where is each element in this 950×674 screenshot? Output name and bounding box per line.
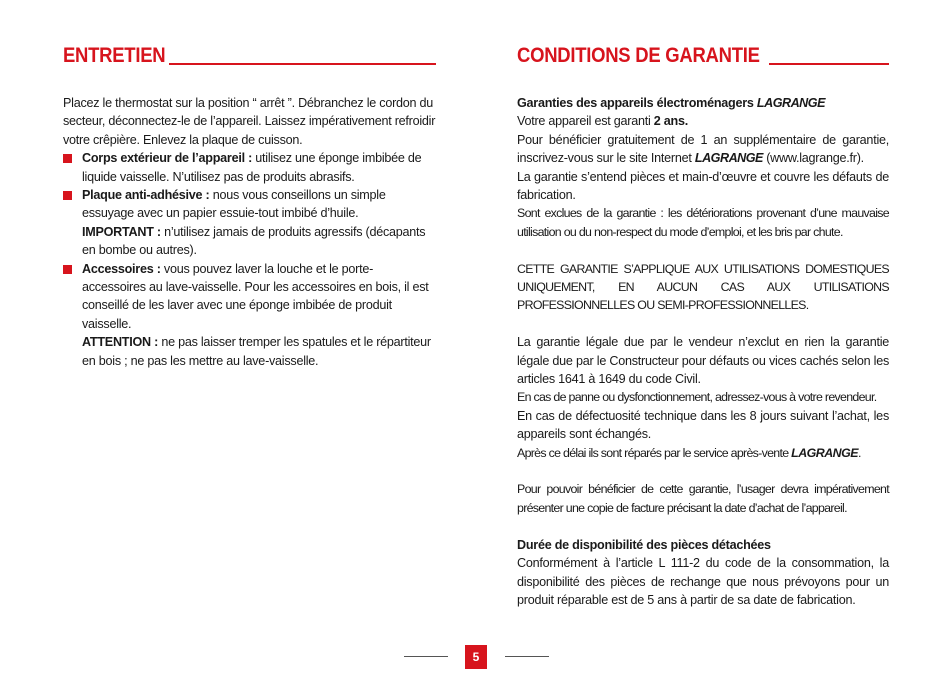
attention-text: ne pas laisser tremper les spatules et le répartiteur en bois ; ne pas les mettre au lave-vaisselle. [82,335,431,368]
maintenance-body [63,94,436,370]
warranty-section [517,44,889,609]
bullet-term: Corps extérieur de l’appareil : [82,151,253,166]
warranty-heading [517,44,889,68]
maintenance-intro: Placez le thermostat sur la position “ arrêt ”. Débranchez le cordon du secteur, déconnectez-le de l’appareil. Laissez impérativement refroidir votre crêpière. Enlevez la plaque de cuisson. [63,96,436,147]
bullet-text: vous pouvez laver la louche et le porte-accessoires au lave-vaisselle. Pour les accessoires en bois, il est conseillé de les laver avec une éponge imbibée de produit vaisselle. [82,261,429,331]
lagrange-logo: LAGRANGE [694,151,763,166]
domestic-use-notice: CETTE GARANTIE S’APPLIQUE AUX UTILISATIONS DOMESTIQUES UNIQUEMENT, EN AUCUN CAS AUX UTILISATIONS PROFESSIONNELLES OU SEMI-PROFESSIONNELLES. [517,261,889,313]
spare-parts-text: Conformément à l’article L 111-2 du code de la consommation, la disponibilité des pièces de rechange que nous prévoyons pour un produit réparable est de 5 ans à partir de sa date de fabrication. [517,556,889,607]
warranty-subtitle: Garanties des appareils électroménagers LAGRANGE [517,96,825,110]
bullet-accessories [63,260,436,370]
lagrange-logo: LAGRANGE [756,96,825,110]
footer-rule-left [404,656,448,657]
parts-labour-text: La garantie s’entend pièces et main-d’œuvre et couvre les défauts de fabrication. [517,169,889,203]
page-number: 5 [465,645,487,669]
legal-warranty-text: La garantie légale due par le vendeur n’exclut en rien la garantie légale due par le Constructeur pour défauts ou vices cachés selon les articles 1641 à 1649 du code Civil. [517,335,889,387]
page-footer [0,645,950,669]
bullet-exterior [63,149,436,186]
warranty-title: CONDITIONS DE GARANTIE [517,44,760,67]
bullet-nonstick-plate [63,186,436,260]
heading-rule [769,63,889,65]
attention-label: ATTENTION : [82,335,159,350]
invoice-text: Pour pouvoir bénéficier de cette garantie, l’usager devra impérativement présenter une copie de facture précisant la date d’achat de l’appareil. [517,482,889,515]
warranty-duration-value: 2 ans. [653,114,688,129]
exclusions-text: Sont exclues de la garantie : les détériorations provenant d’une mauvaise utilisation ou du non-respect du mode d’emploi, et les bris par chute. [517,206,889,239]
red-square-bullet-icon [63,154,72,163]
maintenance-heading [63,44,436,68]
after-sales-text: Après ce délai ils sont réparés par le service après-vente LAGRANGE. [517,445,861,460]
bonus-warranty-text: Pour bénéficier gratuitement de 1 an supplémentaire de garantie, inscrivez-vous sur le site Internet LAGRANGE (www.lagrange.fr). [517,132,889,166]
footer-rule-right [505,656,549,657]
spare-parts-subtitle: Durée de disponibilité des pièces détachées [517,537,771,552]
bullet-text: nous vous conseillons un simple essuyage avec un papier essuie-tout imbibé d’huile. [82,188,386,221]
red-square-bullet-icon [63,265,72,274]
maintenance-section [63,44,436,370]
defect-exchange-text: En cas de défectuosité technique dans les 8 jours suivant l’achat, les appareils sont échangés. [517,408,889,442]
important-label: IMPORTANT : [82,224,161,239]
bullet-term: Plaque anti-adhésive : [82,188,210,203]
warranty-duration: Votre appareil est garanti 2 ans. [517,114,688,129]
bullet-text: utilisez une éponge imbibée de liquide vaisselle. N’utilisez pas de produits abrasifs. [82,151,422,184]
red-square-bullet-icon [63,191,72,200]
warranty-body [517,94,889,609]
heading-rule [169,63,436,65]
important-text: n’utilisez jamais de produits agressifs (décapants en bombe ou autres). [82,224,426,258]
bullet-term: Accessoires : [82,261,161,276]
maintenance-title: ENTRETIEN [63,44,166,67]
lagrange-logo: LAGRANGE [791,445,859,460]
breakdown-text: En cas de panne ou dysfonctionnement, adressez-vous à votre revendeur. [517,390,877,405]
